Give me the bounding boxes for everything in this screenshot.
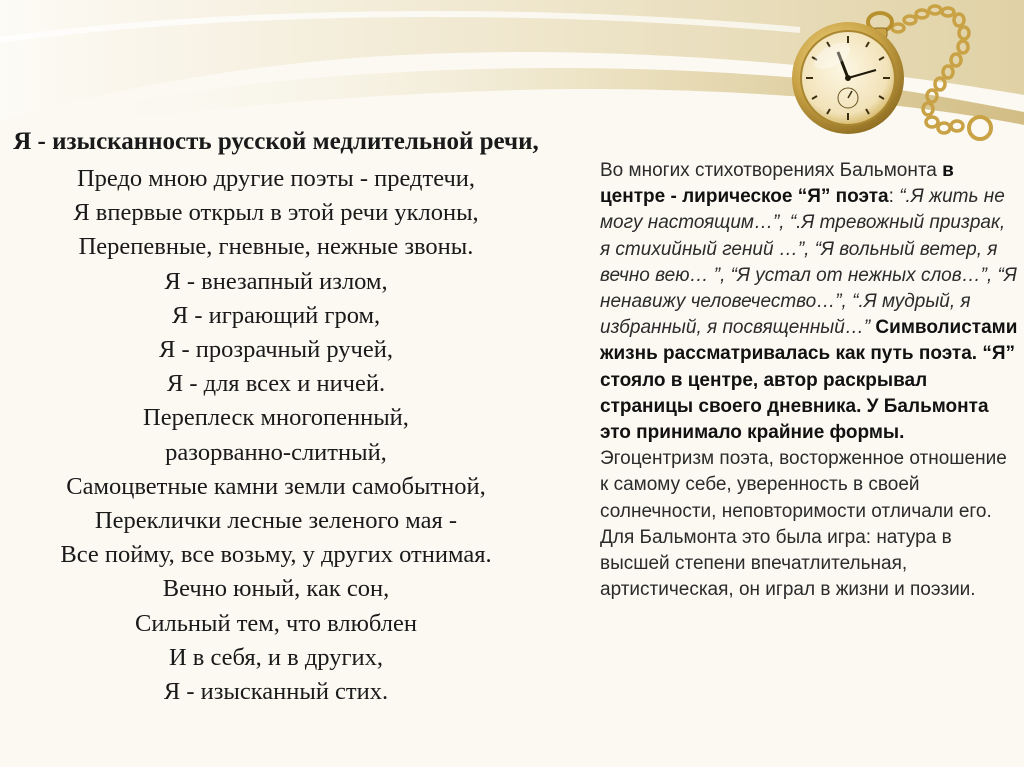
commentary-intro: Во многих стихотворениях Бальмонта: [600, 160, 943, 181]
poem-line: Самоцветные камни земли самобытной,: [66, 472, 486, 500]
poem-line: Переплеск многопенный,: [143, 404, 409, 432]
commentary-ending: Эгоцентризм поэта, восторженное отношение к самому себе, уверенность в своей солнечности, неповторимости отличали его. Для Бальмонта это была игра: натура в высшей степени впечатлительная, артистическая, он играл в жизни и поэзии.: [600, 448, 1007, 601]
poem-line: Я - для всех и ничей.: [166, 370, 386, 398]
commentary-colon: :: [888, 186, 900, 208]
commentary-lyric-self: в центре - лирическое “Я” поэта: [600, 160, 954, 208]
poem-block: [10, 125, 542, 709]
poem-line: Сильный тем, что влюблен: [135, 609, 417, 637]
poem-line: Переклички лесные зеленого мая -: [94, 507, 458, 535]
poem-line: Я впервые открыл в этой речи уклоны,: [73, 199, 479, 227]
poem-line: разорванно-слитный,: [165, 438, 387, 466]
poem-line: Вечно юный, как сон,: [162, 575, 390, 603]
poem-line: Перепевные, гневные, нежные звоны.: [78, 233, 474, 261]
pocket-watch-icon: [780, 0, 1024, 170]
poem-line: Предо мною другие поэты - предтечи,: [76, 165, 476, 192]
poem-line: И в себя, и в других,: [168, 643, 384, 671]
poem-title: Я - изысканность русской медлительной речи,: [13, 128, 539, 155]
poem-line: Я - играющий гром,: [171, 301, 381, 329]
commentary-symbolists: Символистами жизнь рассматривалась как путь поэта. “Я” стояло в центре, автор раскрывал страницы своего дневника. У Бальмонта это принимало крайние формы.: [600, 317, 1018, 444]
commentary-paragraph: [600, 158, 1018, 603]
poem-line: Все пойму, все возьму, у других отнимая.: [60, 541, 492, 569]
poem-line: Я - прозрачный ручей,: [159, 336, 393, 364]
poem-line: Я - изысканный стих.: [163, 678, 389, 706]
commentary-quotes: “.Я жить не могу настоящим…”, “.Я тревожный призрак, я стихийный гений …”, “Я вольный ветер, я вечно вею… ”, “Я устал от нежных слов…”, “Я ненавижу человечество…”, “.Я мудрый, я избранный, я посвященный…”: [600, 186, 1017, 339]
commentary-text: [600, 158, 1018, 603]
poem-line: Я - внезапный излом,: [164, 267, 388, 295]
